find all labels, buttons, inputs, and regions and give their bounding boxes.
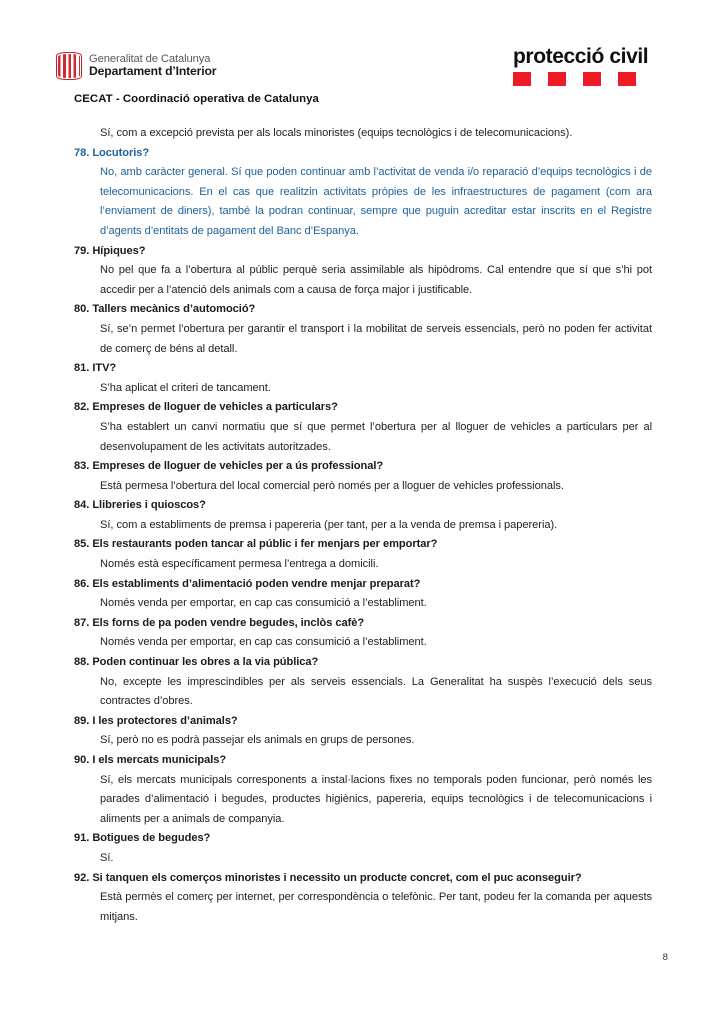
faq-question-text: Els restaurants poden tancar al públic i fer menjars per emportar? xyxy=(92,538,438,551)
faq-question xyxy=(74,535,652,555)
faq-question xyxy=(74,242,652,262)
faq-answer: No, amb caràcter general. Sí que poden continuar amb l’activitat de venda i/o reparació d’equips tecnològics i de telecomunicacions. En el cas que realitzin activitats pròpies de les infraestructures de pagament (com ara l’enviament de diners), també la podran continuar, sempre que puguin acreditar estar inscrits en el Registre d’agents d’entitats de pagament del Banc d’Espanya. xyxy=(100,166,652,237)
faq-answer: S’ha aplicat el criteri de tancament. xyxy=(100,381,271,394)
faq-answer: No pel que fa a l’obertura al públic perquè seria assimilable als hipòdroms. Cal entendre que sí que s’hi pot accedir per a l’atenció dels animals com a causa de força major i justificable. xyxy=(100,264,652,296)
generalitat-logo xyxy=(56,52,216,80)
faq-number: 91. xyxy=(74,832,90,845)
proteccio-civil-squares xyxy=(513,72,670,86)
generalitat-logo-text xyxy=(89,52,216,78)
page-title: CECAT - Coordinació operativa de Catalunya xyxy=(74,93,319,105)
generalitat-name: Generalitat de Catalunya xyxy=(89,53,211,65)
faq-question-text: Empreses de lloguer de vehicles a particulars? xyxy=(92,401,338,414)
faq-content xyxy=(74,124,652,927)
faq-number: 83. xyxy=(74,460,90,473)
faq-question xyxy=(74,869,652,889)
red-square-icon xyxy=(583,72,601,86)
faq-number: 82. xyxy=(74,401,90,414)
faq-answer: S’ha establert un canvi normatiu que sí que permet l’obertura per al lloguer de vehicles a particulars per al desenvolupament de les activitats autoritzades. xyxy=(100,420,652,453)
faq-question-text: I les protectores d’animals? xyxy=(92,714,238,727)
faq-question xyxy=(74,300,652,320)
proteccio-civil-wordmark: protecció civil xyxy=(513,45,649,68)
faq-question-text: ITV? xyxy=(92,362,117,375)
faq-question xyxy=(74,398,652,418)
faq-answer: Només està específicament permesa l’entrega a domicili. xyxy=(100,558,379,571)
faq-list xyxy=(74,144,652,928)
lead-answer: Sí, com a excepció prevista per als locals minoristes (equips tecnològics i de telecomunicacions). xyxy=(100,127,573,139)
faq-question xyxy=(74,653,652,673)
faq-answer: Sí, se’n permet l’obertura per garantir el transport i la mobilitat de serveis essencials, però no poden fer activitat de comerç de béns al detall. xyxy=(100,322,652,355)
page-header xyxy=(0,46,725,96)
red-square-icon xyxy=(513,72,531,86)
faq-question-text: Empreses de lloguer de vehicles per a ús professional? xyxy=(92,460,384,473)
senyera-stripes xyxy=(58,54,80,78)
faq-question xyxy=(74,144,652,164)
faq-answer: Sí, però no es podrà passejar els animals en grups de persones. xyxy=(100,734,415,747)
faq-number: 89. xyxy=(74,714,90,727)
faq-question-text: Locutoris? xyxy=(92,146,150,159)
department-name: Departament d’Interior xyxy=(89,64,217,79)
faq-number: 86. xyxy=(74,577,90,590)
faq-answer: Sí. xyxy=(100,851,114,864)
faq-question xyxy=(74,751,652,771)
faq-question-text: Si tanquen els comerços minoristes i necessito un producte concret, com el puc aconseguir? xyxy=(92,871,582,884)
faq-question xyxy=(74,575,652,595)
faq-question-text: Poden continuar les obres a la via pública? xyxy=(92,656,319,669)
faq-answer: Sí, els mercats municipals corresponents a instal·lacions fixes no temporals poden funcionar, però només les parades d’alimentació i begudes, productes higiènics, papereria, equips tecnològics i de telecomunicacions i aliments per a animals de companyia. xyxy=(100,773,652,825)
faq-number: 90. xyxy=(74,754,90,766)
faq-question xyxy=(74,614,652,634)
faq-number: 87. xyxy=(74,616,90,629)
faq-question-text: Els forns de pa poden vendre begudes, inclòs cafè? xyxy=(92,616,365,629)
faq-answer: Només venda per emportar, en cap cas consumició a l’establiment. xyxy=(100,636,427,649)
faq-question-text: Tallers mecànics d’automoció? xyxy=(92,303,256,316)
faq-number: 84. xyxy=(74,499,90,512)
faq-answer: Sí, com a establiments de premsa i papereria (per tant, per a la venda de premsa i papereria). xyxy=(100,518,558,531)
faq-number: 81. xyxy=(74,362,90,375)
senyera-shield-icon xyxy=(56,52,82,80)
faq-number: 80. xyxy=(74,303,90,316)
faq-question-text: I els mercats municipals? xyxy=(92,754,227,766)
faq-answer: No, excepte les imprescindibles per als serveis essencials. La Generalitat ha suspès l’execució dels seus contractes d’obres. xyxy=(100,675,652,708)
red-square-icon xyxy=(548,72,566,86)
faq-question xyxy=(74,496,652,516)
faq-question-text: Els establiments d’alimentació poden vendre menjar preparat? xyxy=(92,577,421,590)
faq-answer: Està permès el comerç per internet, per correspondència o telefònic. Per tant, podeu fer la comanda per aquests mitjans. xyxy=(100,891,652,923)
faq-answer: Està permesa l’obertura del local comercial però només per a lloguer de vehicles professionals. xyxy=(100,479,564,492)
proteccio-civil-logo xyxy=(513,46,670,86)
faq-number: 79. xyxy=(74,244,90,257)
faq-question-text: Botigues de begudes? xyxy=(92,832,211,845)
faq-question xyxy=(74,359,652,379)
faq-question-text: Llibreries i quioscos? xyxy=(92,499,206,512)
faq-number: 78. xyxy=(74,146,90,159)
faq-question xyxy=(74,712,652,732)
faq-number: 92. xyxy=(74,871,90,884)
faq-answer: Només venda per emportar, en cap cas consumició a l’establiment. xyxy=(100,597,427,610)
faq-question-text: Hípiques? xyxy=(92,244,146,257)
faq-question xyxy=(74,457,652,477)
faq-question xyxy=(74,829,652,849)
red-square-icon xyxy=(618,72,636,86)
faq-number: 88. xyxy=(74,656,90,669)
faq-number: 85. xyxy=(74,538,90,551)
page-number: 8 xyxy=(662,952,668,963)
